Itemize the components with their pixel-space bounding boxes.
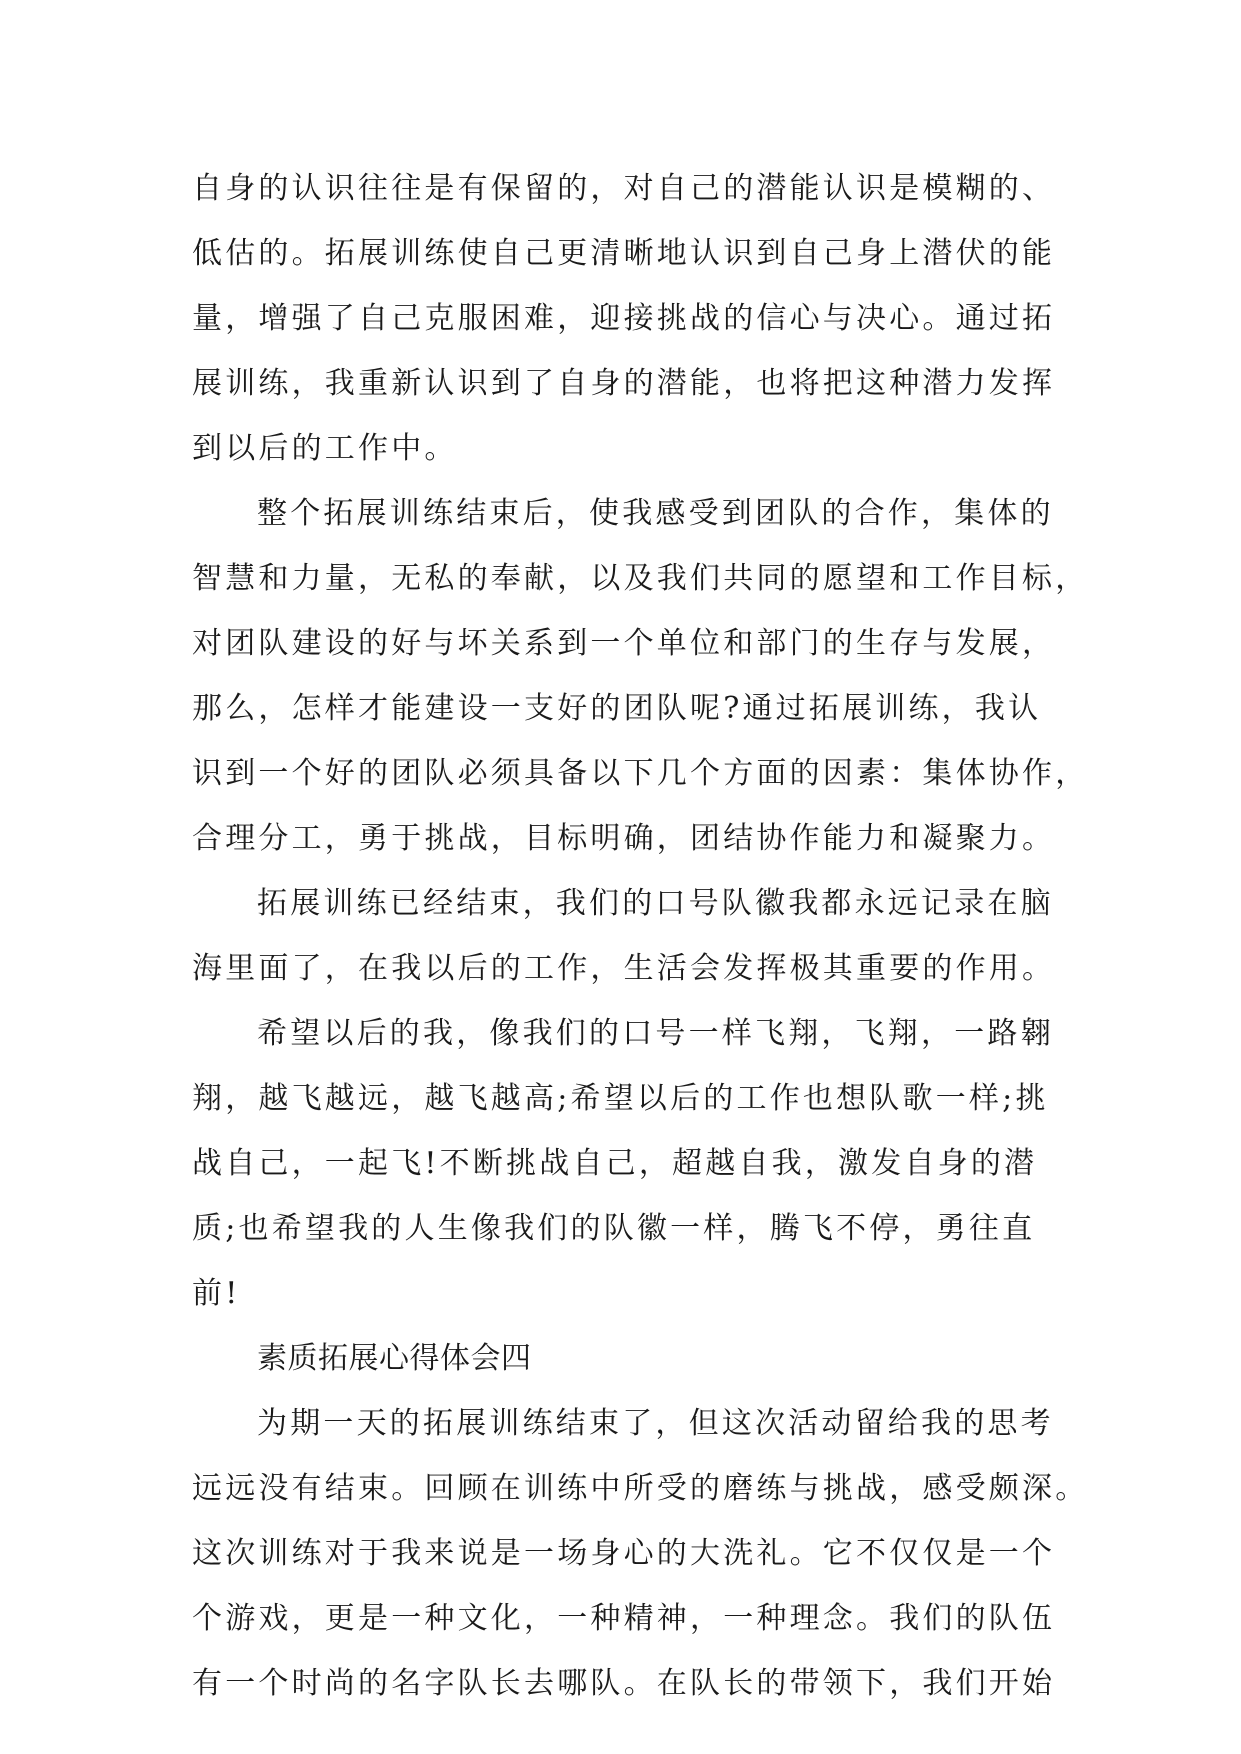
text-line: 识到一个好的团队必须具备以下几个方面的因素：集体协作， — [192, 756, 1089, 791]
text-line: 质;也希望我的人生像我们的队徽一样，腾飞不停，勇往直 — [192, 1211, 1036, 1246]
text-line: 自身的认识往往是有保留的，对自己的潜能认识是模糊的、 — [192, 171, 1056, 206]
text-line: 有一个时尚的名字队长去哪队。在队长的带领下，我们开始 — [192, 1666, 1056, 1701]
text-line: 这次训练对于我来说是一场身心的大洗礼。它不仅仅是一个 — [192, 1536, 1056, 1571]
paragraph-start: 拓展训练已经结束，我们的口号队徽我都永远记录在脑 — [257, 886, 1054, 921]
text-line: 战自己，一起飞!不断挑战自己，超越自我，激发自身的潜 — [192, 1146, 1038, 1181]
text-line: 远远没有结束。回顾在训练中所受的磨练与挑战，感受颇深。 — [192, 1471, 1089, 1506]
paragraph-start: 希望以后的我，像我们的口号一样飞翔，飞翔，一路翱 — [257, 1016, 1054, 1051]
text-line: 海里面了，在我以后的工作，生活会发挥极其重要的作用。 — [192, 951, 1056, 986]
text-line: 智慧和力量，无私的奉献，以及我们共同的愿望和工作目标， — [192, 561, 1089, 596]
text-line: 低估的。拓展训练使自己更清晰地认识到自己身上潜伏的能 — [192, 236, 1056, 271]
text-line: 对团队建设的好与坏关系到一个单位和部门的生存与发展， — [192, 626, 1056, 661]
text-line: 到以后的工作中。 — [192, 431, 458, 466]
paragraph-start: 为期一天的拓展训练结束了，但这次活动留给我的思考 — [257, 1406, 1054, 1441]
text-line: 量，增强了自己克服困难，迎接挑战的信心与决心。通过拓 — [192, 301, 1056, 336]
body-text — [192, 156, 1089, 1716]
section-heading: 素质拓展心得体会四 — [257, 1341, 532, 1376]
text-line: 翔，越飞越远，越飞越高;希望以后的工作也想队歌一样;挑 — [192, 1081, 1049, 1116]
text-line: 前! — [192, 1276, 241, 1311]
text-line: 展训练，我重新认识到了自身的潜能，也将把这种潜力发挥 — [192, 366, 1056, 401]
text-line: 那么，怎样才能建设一支好的团队呢?通过拓展训练，我认 — [192, 691, 1042, 726]
text-line: 合理分工，勇于挑战，目标明确，团结协作能力和凝聚力。 — [192, 821, 1056, 856]
paragraph-start: 整个拓展训练结束后，使我感受到团队的合作，集体的 — [257, 496, 1054, 531]
text-line: 个游戏，更是一种文化，一种精神，一种理念。我们的队伍 — [192, 1601, 1056, 1636]
